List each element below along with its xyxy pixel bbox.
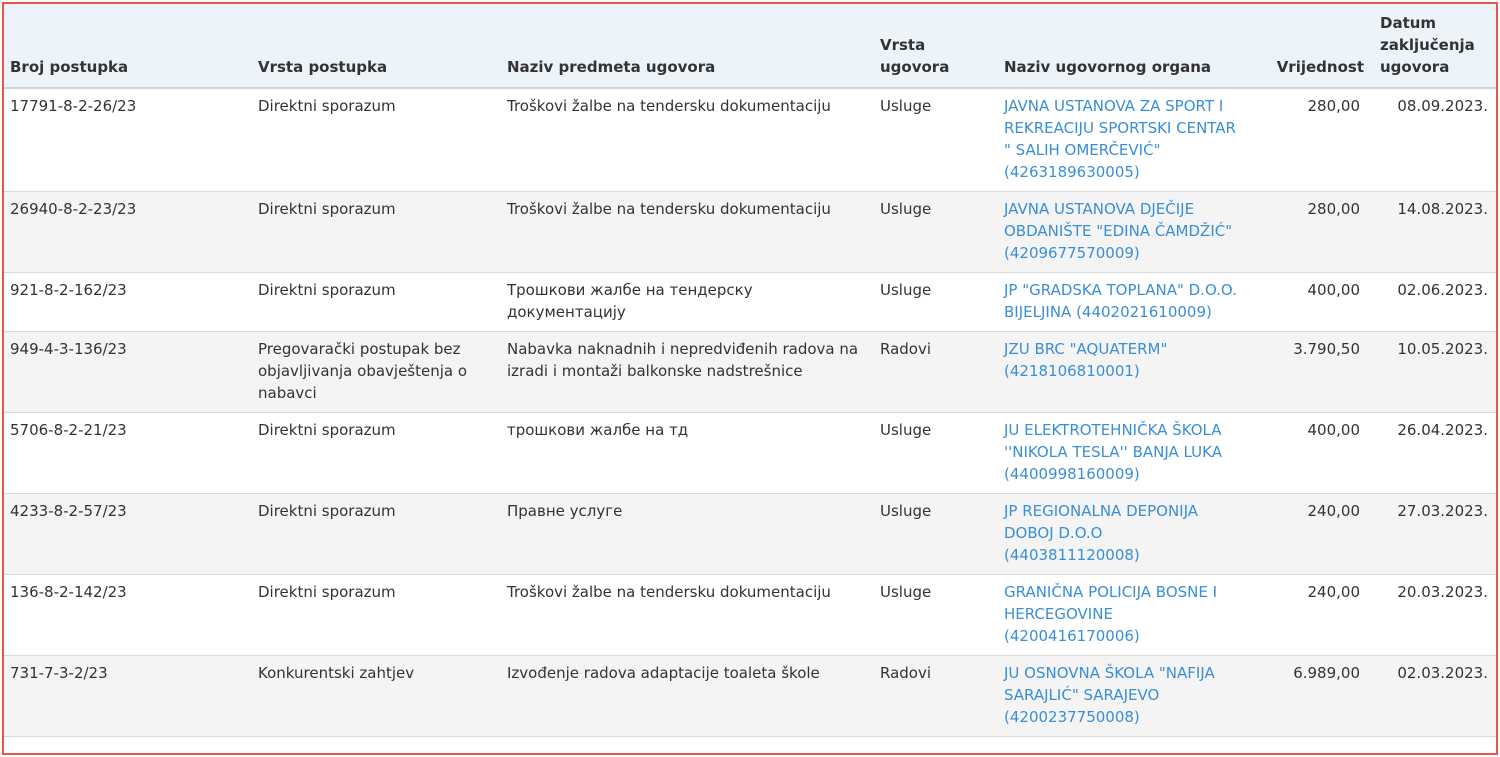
cell-vrsta-postupka: Direktni sporazum: [252, 88, 501, 192]
cell-vrijednost: 6.989,00: [1246, 656, 1370, 737]
link-ugovorni-organ[interactable]: JU OSNOVNA ŠKOLA "NAFIJA SARAJLIĆ" SARAJEVO (4200237750008): [998, 656, 1246, 737]
cell-vrsta-ugovora: Radovi: [874, 332, 998, 413]
cell-broj-postupka: 5706-8-2-21/23: [4, 413, 252, 494]
cell-datum: 26.04.2023.: [1370, 413, 1496, 494]
header-broj-postupka[interactable]: Broj postupka: [4, 4, 252, 88]
link-ugovorni-organ[interactable]: GRANIČNA POLICIJA BOSNE I HERCEGOVINE (4200416170006): [998, 575, 1246, 656]
header-datum-line-1: Datum: [1380, 14, 1437, 32]
cell-broj-postupka: 921-8-2-162/23: [4, 273, 252, 332]
table-row: [4, 88, 1496, 192]
cell-vrsta-ugovora: Usluge: [874, 575, 998, 656]
header-datum-line-2: zaključenja: [1380, 36, 1475, 54]
cell-naziv-predmeta: Nabavka naknadnih i nepredviđenih radova na izradi i montaži balkonske nadstrešnice: [501, 332, 874, 413]
header-naziv-predmeta[interactable]: Naziv predmeta ugovora: [501, 4, 874, 88]
cell-naziv-predmeta: Izvođenje radova adaptacije toaleta škole: [501, 656, 874, 737]
cell-vrsta-postupka: Direktni sporazum: [252, 273, 501, 332]
link-ugovorni-organ[interactable]: JU ELEKTROTEHNIČKA ŠKOLA ''NIKOLA TESLA'' BANJA LUKA (4400998160009): [998, 413, 1246, 494]
header-vrsta-ugovora-line-2: ugovora: [880, 58, 950, 76]
header-vrsta-ugovora-line-1: Vrsta: [880, 36, 926, 54]
cell-vrsta-ugovora: Usluge: [874, 273, 998, 332]
cell-naziv-predmeta: Трошкови жалбе на тендерску документацију: [501, 273, 874, 332]
cell-datum: 10.05.2023.: [1370, 332, 1496, 413]
cell-datum: 14.08.2023.: [1370, 192, 1496, 273]
header-vrsta-ugovora[interactable]: [874, 4, 998, 88]
table-row: [4, 575, 1496, 656]
cell-naziv-predmeta: Troškovi žalbe na tendersku dokumentaciju: [501, 575, 874, 656]
table-row: [4, 656, 1496, 737]
contracts-table: [4, 4, 1496, 737]
cell-vrijednost: 240,00: [1246, 575, 1370, 656]
cell-datum: 08.09.2023.: [1370, 88, 1496, 192]
cell-vrijednost: 3.790,50: [1246, 332, 1370, 413]
table-row: [4, 494, 1496, 575]
cell-naziv-predmeta: Troškovi žalbe na tendersku dokumentaciju: [501, 88, 874, 192]
cell-vrsta-postupka: Direktni sporazum: [252, 494, 501, 575]
cell-broj-postupka: 4233-8-2-57/23: [4, 494, 252, 575]
cell-vrsta-postupka: Direktni sporazum: [252, 192, 501, 273]
link-ugovorni-organ[interactable]: JP REGIONALNA DEPONIJA DOBOJ D.O.O (4403811120008): [998, 494, 1246, 575]
table-row: [4, 332, 1496, 413]
cell-datum: 02.06.2023.: [1370, 273, 1496, 332]
cell-vrsta-ugovora: Radovi: [874, 656, 998, 737]
cell-vrsta-postupka: Direktni sporazum: [252, 413, 501, 494]
header-datum-line-3: ugovora: [1380, 58, 1450, 76]
cell-broj-postupka: 136-8-2-142/23: [4, 575, 252, 656]
cell-vrsta-postupka: Pregovarački postupak bez objavljivanja obavještenja o nabavci: [252, 332, 501, 413]
cell-broj-postupka: 17791-8-2-26/23: [4, 88, 252, 192]
cell-vrsta-ugovora: Usluge: [874, 88, 998, 192]
cell-broj-postupka: 949-4-3-136/23: [4, 332, 252, 413]
header-vrsta-postupka[interactable]: Vrsta postupka: [252, 4, 501, 88]
cell-vrijednost: 280,00: [1246, 88, 1370, 192]
cell-datum: 27.03.2023.: [1370, 494, 1496, 575]
table-header-row: [4, 4, 1496, 88]
cell-datum: 20.03.2023.: [1370, 575, 1496, 656]
link-ugovorni-organ[interactable]: JAVNA USTANOVA ZA SPORT I REKREACIJU SPORTSKI CENTAR " SALIH OMERČEVIĆ" (4263189630005): [998, 88, 1246, 192]
cell-naziv-predmeta: Troškovi žalbe na tendersku dokumentaciju: [501, 192, 874, 273]
link-ugovorni-organ[interactable]: JZU BRC "AQUATERM" (4218106810001): [998, 332, 1246, 413]
cell-broj-postupka: 26940-8-2-23/23: [4, 192, 252, 273]
link-ugovorni-organ[interactable]: JP "GRADSKA TOPLANA" D.O.O. BIJELJINA (4402021610009): [998, 273, 1246, 332]
cell-vrijednost: 280,00: [1246, 192, 1370, 273]
cell-naziv-predmeta: трошкови жалбе на тд: [501, 413, 874, 494]
cell-vrsta-postupka: Konkurentski zahtjev: [252, 656, 501, 737]
header-datum[interactable]: [1370, 4, 1496, 88]
cell-vrijednost: 400,00: [1246, 413, 1370, 494]
table-row: [4, 192, 1496, 273]
cell-broj-postupka: 731-7-3-2/23: [4, 656, 252, 737]
cell-vrsta-ugovora: Usluge: [874, 413, 998, 494]
cell-datum: 02.03.2023.: [1370, 656, 1496, 737]
cell-vrsta-postupka: Direktni sporazum: [252, 575, 501, 656]
cell-vrsta-ugovora: Usluge: [874, 494, 998, 575]
cell-vrijednost: 240,00: [1246, 494, 1370, 575]
table-row: [4, 413, 1496, 494]
table-row: [4, 273, 1496, 332]
link-ugovorni-organ[interactable]: JAVNA USTANOVA DJEČIJE OBDANIŠTE "EDINA ČAMDŽIĆ" (4209677570009): [998, 192, 1246, 273]
cell-vrsta-ugovora: Usluge: [874, 192, 998, 273]
cell-naziv-predmeta: Правне услуге: [501, 494, 874, 575]
header-naziv-organa[interactable]: Naziv ugovornog organa: [998, 4, 1246, 88]
header-vrijednost[interactable]: Vrijednost: [1246, 4, 1370, 88]
cell-vrijednost: 400,00: [1246, 273, 1370, 332]
contracts-table-panel: [2, 2, 1498, 755]
